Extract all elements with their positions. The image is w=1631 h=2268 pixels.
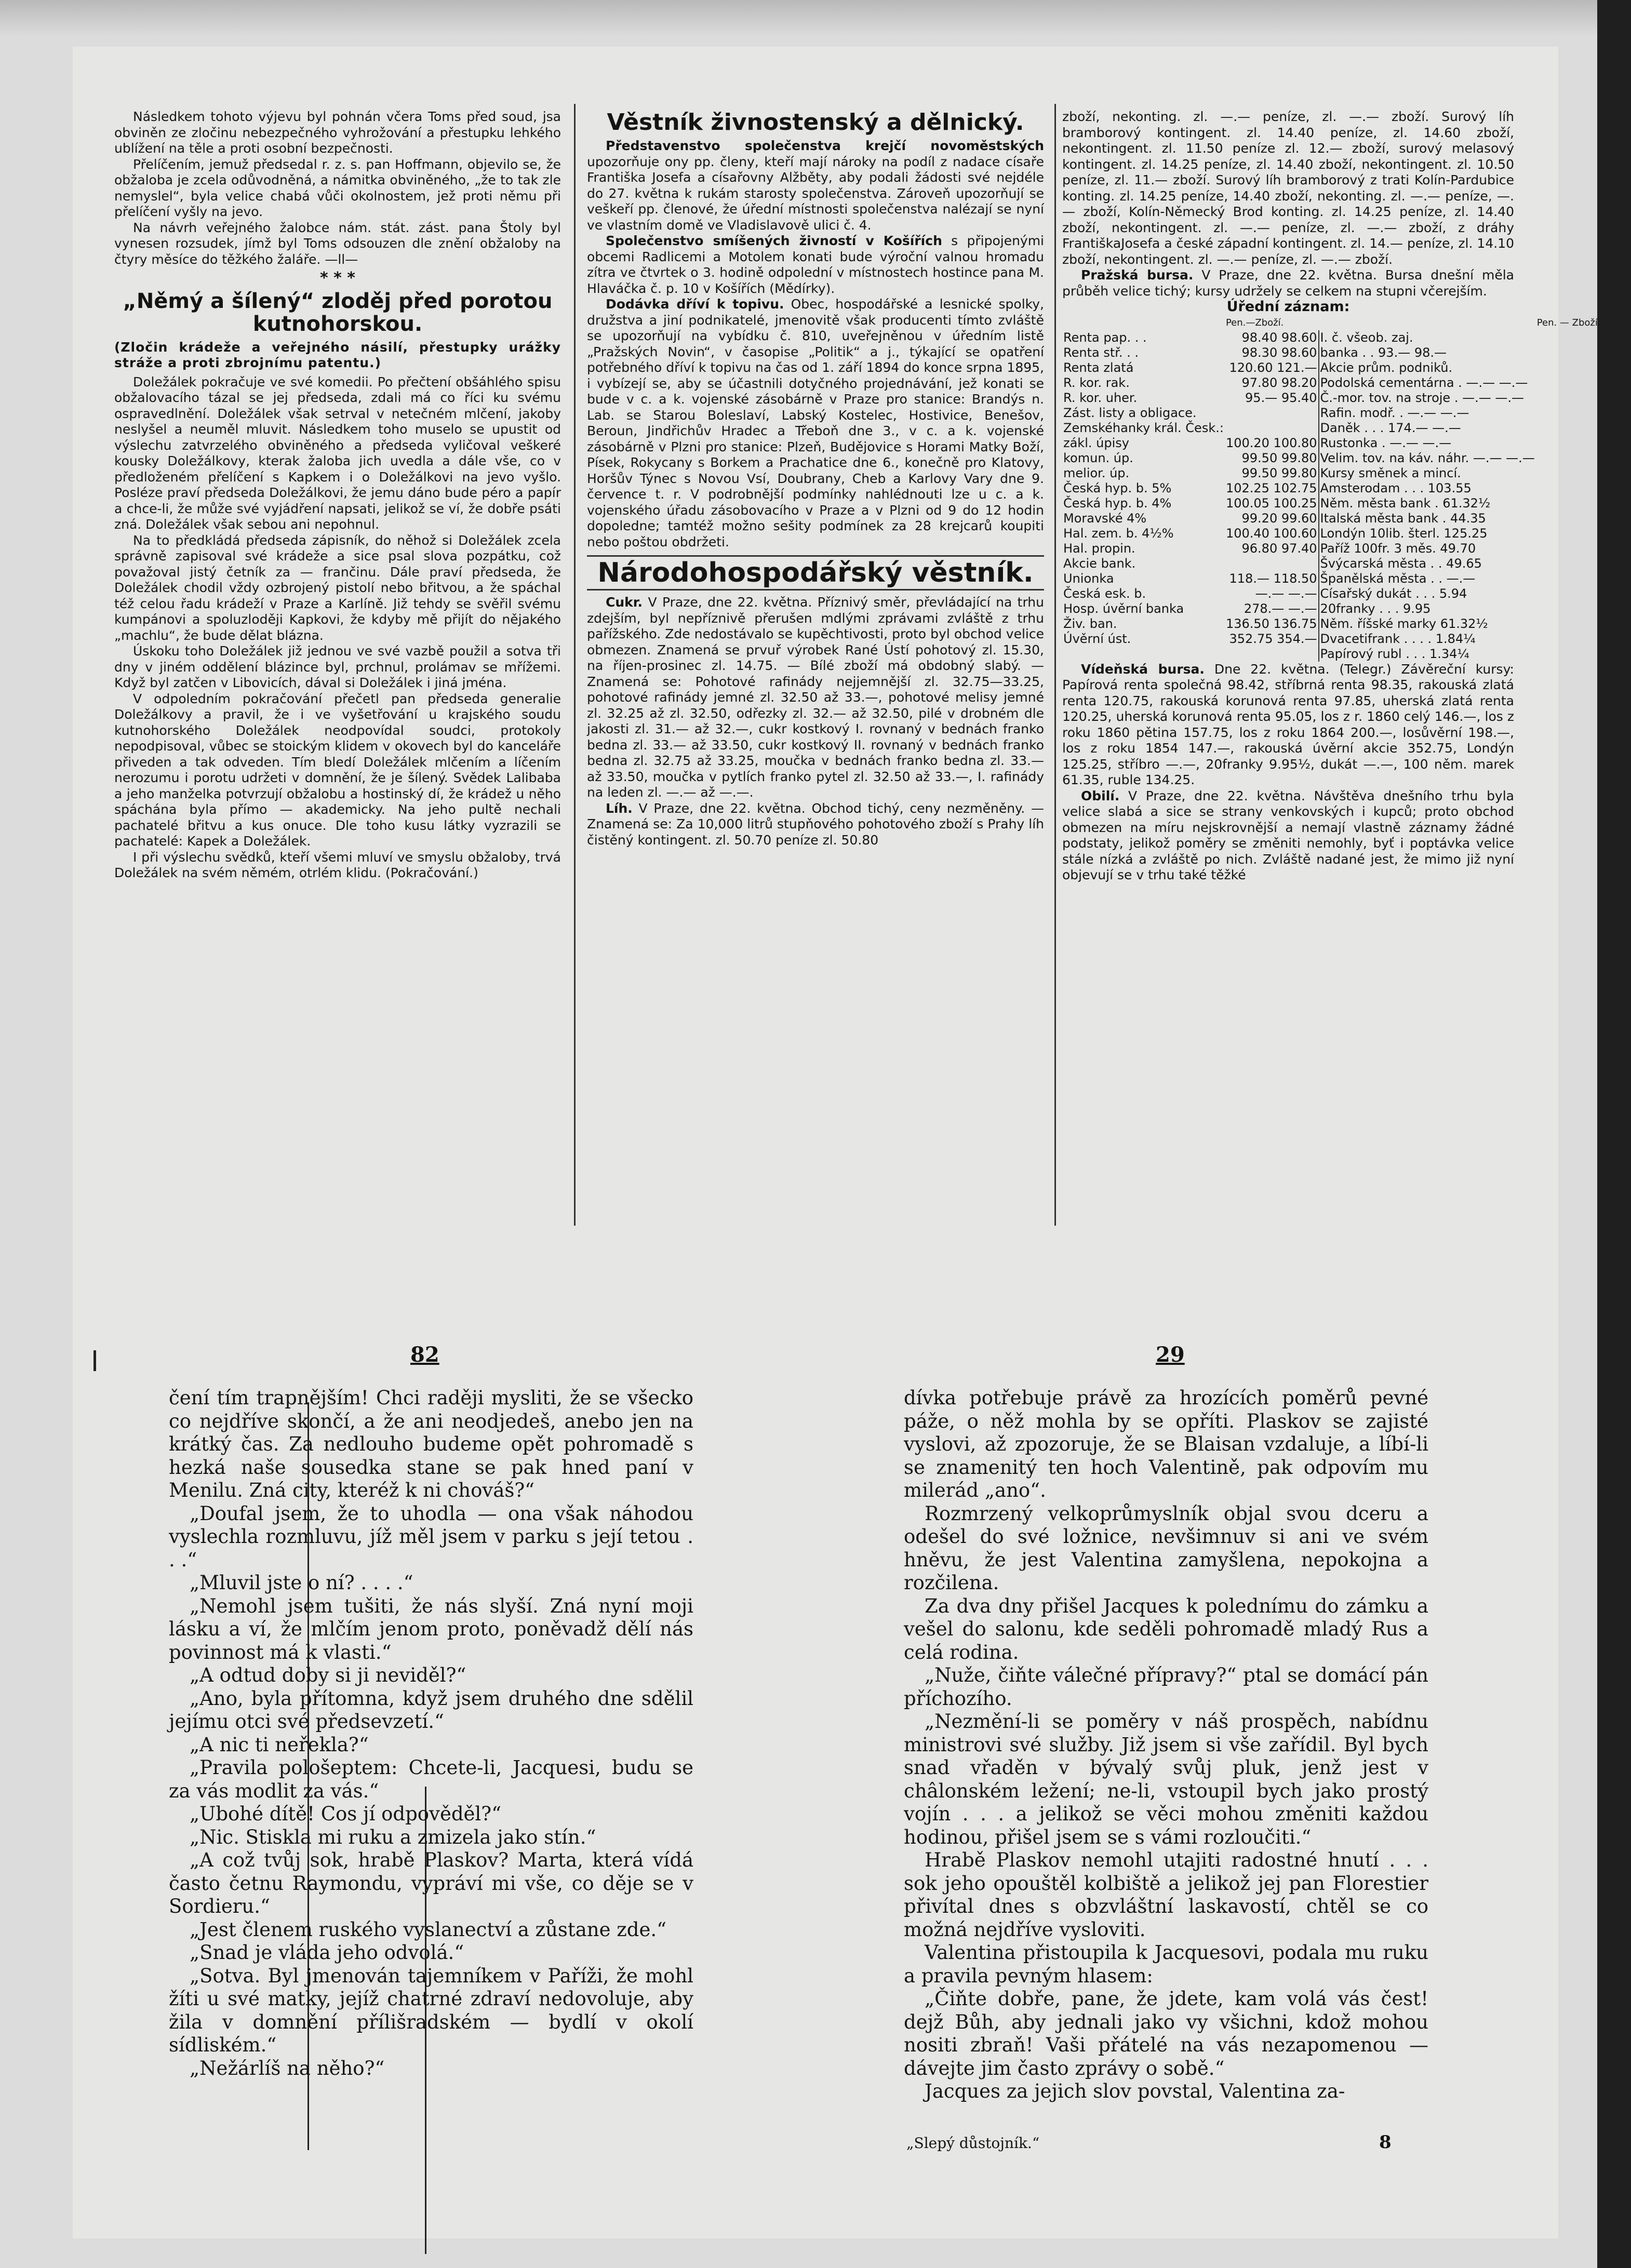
spirit-continued: zboží, nekonting. zl. —.— peníze, zl. —.— zboží. Surový líh bramborový kontingent. zl. 14.40 peníze, zl. 14.60 zboží, nekontingent. zl. 11.50 peníze zl. 12.— zboží, surový melasový kontingent. zl. 14.25 peníze, zl. 14.40 zboží, nekontingent. zl. 10.50 peníze, zl. 11.— zboží. Surový líh bramborový z trati Kolín-Pardubice konting. zl. 14.25 peníze, 14.40 zboží, nekonting. zl. —.— peníze, —.— zboží, Kolín-Německý Brod konting. zl. 14.25 peníze, zl. 14.40 zboží, nekontingent. zl. —.— peníze, zl. —.— zboží, z dráhy FrantiškaJosefa a české západní kontingent. zl. 14.— peníze, zl. 14.10 zboží, nekontingent. zl. —.— peníze, zl. —.— zboží. bbox=[1062, 109, 1514, 267]
article-paragraph: I při výslechu svědků, kteří všemi mluví ve smyslu obžaloby, trvá Doležálek na svém němém, otrlém klidu. (Pokračování.) bbox=[114, 849, 561, 880]
table-cell: 278.— —.— bbox=[1225, 601, 1319, 616]
table-cell: Zemskéhanky král. Česk.: bbox=[1063, 420, 1224, 435]
table-cell: Amsterodam . . . 103.55 bbox=[1320, 480, 1472, 495]
table-cell: 100.05 100.25 bbox=[1225, 496, 1319, 511]
novel-paragraph: Valentina přistoupila k Jacquesovi, podala mu ruku a pravila pevným hlasem: bbox=[904, 1941, 1428, 1987]
novel-paragraph: „A nic ti neřekla?“ bbox=[190, 1733, 369, 1756]
vienna-bourse bbox=[1062, 662, 1514, 788]
table-cell: Rafin. modř. . —.— —.— bbox=[1320, 405, 1469, 420]
column-markets bbox=[1062, 109, 1601, 883]
table-header-cell: Pen. — Zboží. bbox=[1536, 317, 1601, 328]
trade-item-text: upozorňuje ony pp. členy, kteří mají nároky na podíl z nadace císaře Františka Josefa a císařovny Alžběty, aby podali žádosti své nejdéle do 27. května k rukám starosty společenstva. Zároveň upozorňují se veškeří pp. členové, že úřední místnosti společenstva nalézají se nyní ve vlastním domě ve Vladislavově ulici č. 4. bbox=[587, 154, 1044, 233]
trade-item bbox=[587, 138, 1044, 233]
scan-top-edge bbox=[0, 0, 1631, 36]
table-cell bbox=[1225, 556, 1319, 571]
table-cell bbox=[1536, 526, 1602, 541]
table-cell bbox=[1536, 330, 1602, 345]
table-cell: Něm. říšské marky 61.32½ bbox=[1320, 616, 1488, 631]
novel-paragraph: „Ubohé dítě! Cos jí odpověděl?“ bbox=[190, 1803, 502, 1825]
table-row bbox=[1062, 406, 1602, 421]
table-header-cell: Pen.—Zboží. bbox=[1225, 317, 1284, 328]
trade-item bbox=[587, 297, 1044, 550]
column-court-report bbox=[114, 109, 561, 881]
novel-page-left bbox=[169, 1387, 693, 2080]
table-row bbox=[1062, 345, 1602, 360]
table-cell: Č.-mor. tov. na stroje . —.— —.— bbox=[1320, 390, 1524, 405]
trade-item-text: s připojenými obcemi Radlicemi a Motolem konati bude výroční valnou hromadu zítra ve čtvrtek o 3. hodině odpolední v místnostech hostince pana M. Hlaváčka č. p. 10 v Košířích (Mědírky). bbox=[587, 233, 1045, 296]
table-cell: Londýn 10lib. šterl. 125.25 bbox=[1320, 526, 1488, 541]
table-cell: Renta zlatá bbox=[1063, 360, 1134, 375]
table-cell bbox=[1536, 360, 1602, 375]
table-row bbox=[1062, 632, 1602, 647]
table-cell: —.— —.— bbox=[1225, 586, 1319, 601]
court-paragraph: Následkem tohoto výjevu byl pohnán včera Toms před soud, jsa obviněn ze zločinu nebezpečného vyhrožování a přestupku lehkého ublížení na těle a proti osobní bezpečnosti. bbox=[114, 109, 561, 156]
table-cell: 120.60 121.— bbox=[1225, 360, 1319, 375]
novel-paragraph: „Mluvil jste o ní? . . . .“ bbox=[190, 1572, 413, 1594]
table-cell: komun. úp. bbox=[1063, 450, 1133, 465]
novel-paragraph: „Nezmění-li se poměry v náš prospěch, nabídnu ministrovi své služby. Již jsem si vše zařídil. Byl bych snad vřaděn v bývalý svůj pluk, jenž jest v châlonském ležení; ne-li, vstoupil bych jako prostý vojín . . . a jelikož se věci mohou změniti každou hodinou, přišel jsem se s vámi rozloučiti.“ bbox=[904, 1710, 1428, 1848]
table-cell bbox=[1225, 406, 1319, 421]
court-intro bbox=[114, 109, 561, 267]
trade-item-lead: Představenstvo společenstva krejčí novoměstských bbox=[606, 138, 1044, 153]
bourse-text: V Praze, dne 22. května. Bursa dnešní měla průběh velice tichý; kursy udržely se celkem na stupni včerejším. bbox=[1062, 267, 1514, 299]
table-cell: 100.20 100.80 bbox=[1225, 436, 1319, 451]
table-cell: 136.50 136.75 bbox=[1225, 616, 1319, 632]
page-number-left: 82 bbox=[410, 1343, 439, 1367]
table-cell: Renta stř. . . bbox=[1063, 345, 1139, 360]
spirit-text: V Praze, dne 22. května. Obchod tichý, ceny nezměněny. — Znamená se: Za 10,000 litrů stupňového pohotového zboží s Prahy líh čistěný kontingent. zl. 50.70 peníze zl. 50.80 bbox=[587, 800, 1044, 848]
table-cell bbox=[1536, 541, 1602, 556]
table-cell bbox=[1536, 481, 1602, 496]
article-paragraph: Úskoku toho Doležálek již jednou ve své vazbě použil a sotva tři dny v jiném oddělení blázince byl, prchnul, prolámav se mřížemi. Když byl zatčen v Libovicích, dával si Doležálek i jiná jména. bbox=[114, 643, 561, 690]
table-cell: 118.— 118.50 bbox=[1225, 571, 1319, 586]
table-cell: Daněk . . . 174.— —.— bbox=[1320, 420, 1461, 435]
column-trade-news bbox=[587, 109, 1044, 848]
article-headline: „Němý a šílený“ zloděj před porotou kutnohorskou. bbox=[123, 289, 553, 336]
table-cell: 95.— 95.40 bbox=[1225, 391, 1319, 406]
novel-paragraph: Hrabě Plaskov nemohl utajiti radostné hnutí . . . sok jeho opouštěl kolbiště a jelikož jej pan Florestier přivítal dnes s obzvláštní laskavostí, chtěl se co možná nejdříve vysloviti. bbox=[904, 1849, 1428, 1941]
table-cell: Švýcarská města . . 49.65 bbox=[1320, 556, 1482, 571]
table-cell: Velim. tov. na káv. náhr. —.— —.— bbox=[1320, 450, 1535, 465]
table-row bbox=[1062, 391, 1602, 406]
table-cell: Moravské 4% bbox=[1063, 511, 1147, 526]
table-cell bbox=[1536, 556, 1602, 571]
feuilleton-title: „Slepý důstojník.“ bbox=[906, 2135, 1040, 2152]
table-cell bbox=[1536, 436, 1602, 451]
table-cell: Hal. zem. b. 4½% bbox=[1063, 526, 1174, 541]
table-cell bbox=[1536, 616, 1602, 632]
table-cell bbox=[1536, 496, 1602, 511]
table-cell bbox=[1536, 601, 1602, 616]
page-number-right: 29 bbox=[1156, 1343, 1185, 1367]
table-header-row bbox=[1062, 315, 1602, 330]
table-cell: 99.20 99.60 bbox=[1225, 511, 1319, 526]
table-cell: zákl. úpisy bbox=[1063, 435, 1129, 450]
table-cell: Živ. ban. bbox=[1063, 616, 1117, 631]
article-subtitle: (Zločin krádeže a veřejného násilí, přestupky urážky stráže a proti zbrojnímu patentu.) bbox=[114, 339, 561, 370]
table-cell bbox=[1536, 406, 1602, 421]
grain-report bbox=[1062, 788, 1514, 883]
table-cell: 99.50 99.80 bbox=[1225, 451, 1319, 466]
table-cell: 98.30 98.60 bbox=[1225, 345, 1319, 360]
trade-item-lead: Společenstvo smíšených živností v Košířích bbox=[606, 233, 942, 248]
spirit-report bbox=[587, 801, 1044, 849]
vienna-lead: Vídeňská bursa. bbox=[1081, 661, 1205, 677]
grain-lead: Obilí. bbox=[1081, 788, 1120, 803]
table-cell: 20franky . . . 9.95 bbox=[1320, 601, 1431, 616]
table-row bbox=[1062, 556, 1602, 571]
table-row bbox=[1062, 526, 1602, 541]
table-cell: Hosp. úvěrní banka bbox=[1063, 601, 1184, 616]
table-cell: Španělská města . . —.— bbox=[1320, 571, 1476, 586]
novel-page-right bbox=[904, 1387, 1428, 2103]
table-row bbox=[1062, 375, 1602, 391]
table-cell bbox=[1536, 466, 1602, 481]
court-paragraph: Přelíčením, jemuž předsedal r. z. s. pan Hoffmann, objevilo se, že obžaloba je zcela odůvodněná, a námitka obviněného, „že to tak zle nemyslel“, byla velice chabá vůči okolnostem, jež proti němu při přelíčení vyšly na jevo. bbox=[114, 156, 561, 219]
novel-paragraph: „Jest členem ruského vyslanectví a zůstane zde.“ bbox=[190, 1918, 667, 1941]
table-cell: Česká hyp. b. 4% bbox=[1063, 495, 1172, 511]
table-cell: 98.40 98.60 bbox=[1225, 330, 1319, 345]
table-cell: R. kor. uher. bbox=[1063, 390, 1138, 405]
novel-paragraph: „A což tvůj sok, hrabě Plaskov? Marta, která vídá často četnu Raymondu, vypráví mi vše, co děje se v Sordieru.“ bbox=[169, 1849, 693, 1917]
table-row bbox=[1062, 496, 1602, 511]
table-row bbox=[1062, 466, 1602, 481]
rates-table bbox=[1062, 315, 1602, 662]
novel-paragraph: „Nemohl jsem tušiti, že nás slyší. Zná nyní moji lásku a ví, že mlčím jenom proto, poněvadž dělí nás povinnost má k vlasti.“ bbox=[169, 1594, 693, 1663]
novel-paragraph: Rozmrzený velkoprůmyslník objal svou dceru a odešel do své ložnice, nevšimnuv si ani ve svém hněvu, že jest Valentina zamyšlena, nepokojna a rozčilena. bbox=[904, 1502, 1428, 1594]
trade-items bbox=[587, 138, 1044, 550]
article-body bbox=[114, 374, 561, 881]
table-cell bbox=[1536, 451, 1602, 466]
trade-item-text: Obec, hospodářské a lesnické spolky, družstva a jiní podnikatelé, jmenovitě však producenti tímto zvláště se upozorňují na vybídku č. 810, uveřejněnou v úředním listě „Pražských Novin“, v časopise „Politik“ a j., týkající se opatření potřebného dříví k topivu na čas od 1. září 1894 do konce srpna 1895, i vybízejí se, aby se účastnili dotyčného projednávání, jež konati se bude v c. a k. vojenské zásobárně v Praze pro stanice: Brandýs n. Lab. se Starou Boleslaví, Labský Kostelec, Hostivice, Benešov, Beroun, Jindřichův Hradec a Třeboň dne 3., v c. a k. vojenské zásobárně v Plzni pro stanice: Plzeň, Budějovice s Horami Matky Boží, Písek, Rokycany s Borkem a Prachatice dne 6., konečně pro Klatovy, Horšův Týnec s Novou Vsí, Doubrany, Cheb a Karlovy Vary dne 9. července t. r. V podrobnější podmínky nahlédnouti lze u c. a k. vojenského úřadu zásobovacího v Praze a v Plzni od 9 do 12 hodin dopoledne; tamtéž možno sešity podmínek za 28 krejcarů koupiti nebo poštou obdržeti. bbox=[587, 297, 1044, 549]
novel-paragraph: Jacques za jejich slov povstal, Valentina za- bbox=[925, 2080, 1345, 2102]
table-cell bbox=[1536, 421, 1602, 436]
prague-bourse bbox=[1062, 267, 1514, 299]
table-cell bbox=[1536, 632, 1602, 647]
table-cell bbox=[1536, 571, 1602, 586]
table-cell bbox=[1536, 375, 1602, 391]
trade-headline: Věstník živnostenský a dělnický. bbox=[607, 109, 1024, 136]
court-paragraph: Na návrh veřejného žalobce nám. stát. zást. pana Štoly byl vynesen rozsudek, jímž byl Toms odsouzen dle znění obžaloby na čtyry měsíce do těžkého žaláře. —ll— bbox=[114, 220, 561, 267]
table-cell: banka . . 93.— 98.— bbox=[1320, 345, 1447, 360]
table-row bbox=[1062, 421, 1602, 436]
novel-paragraph: „Snad je vláda jeho odvolá.“ bbox=[190, 1941, 464, 1964]
table-cell bbox=[1225, 421, 1319, 436]
table-cell: Akcie bank. bbox=[1063, 556, 1136, 571]
table-row bbox=[1062, 647, 1602, 662]
table-cell bbox=[1536, 345, 1602, 360]
table-row bbox=[1062, 451, 1602, 466]
spirit-lead: Líh. bbox=[606, 800, 633, 816]
table-cell: Kursy směnek a mincí. bbox=[1320, 465, 1461, 480]
table-header-spacer bbox=[1319, 315, 1536, 330]
table-cell: Paříž 100fr. 3 měs. 49.70 bbox=[1320, 541, 1476, 556]
table-cell: 100.40 100.60 bbox=[1225, 526, 1319, 541]
table-cell: Dvacetifrank . . . . 1.84¼ bbox=[1320, 631, 1476, 646]
novel-paragraph: „Nuže, čiňte válečné přípravy?“ ptal se domácí pán příchozího. bbox=[904, 1664, 1428, 1710]
novel-paragraph: „Čiňte dobře, pane, že jdete, kam volá vás čest! dejž Bůh, aby jednali jako vy všichni, kdož mohou nositi zbraň! Vaši přátelé na vás nezapomenou — dávejte jim často zprávy o sobě.“ bbox=[904, 1988, 1428, 2079]
economy-headline: Národohospodářský věstník. bbox=[587, 555, 1044, 591]
article-paragraph: V odpoledním pokračování přečetl pan předseda generalie Doležálkovy a pravil, že i ve vyšetřování u krajského soudu kutnohorského Doležálek neodpovídal soudci, protokoly nepodpisoval, vůbec se stoickým klidem v okovech byl do kanceláře přiveden a tak odveden. Tím bledí Doležálek mlčením a líčením nerozumu i porotu udržeti v domnění, že je šílený. Svědek Lalibaba a jeho manželka potvrzují obžalobu a hostinský dí, že krádež u něho spáchána byla přímo — akademicky. Na jeho pultě nechali pachatelé břitvu a kus onuce. Dle toho kusu látky vyzrazili se pachatelé: Kapek a Doležálek. bbox=[114, 691, 561, 849]
table-cell: Podolská cementárna . —.— —.— bbox=[1320, 375, 1528, 390]
grain-text: V Praze, dne 22. května. Návštěva dnešního trhu byla velice slabá a sice se strany venkovských i kupců; proto obchod obmezen na míru nejskrovnější a nemají vlastně záznamy žádné podstaty, jelikož poměry se změniti nemohly, byť i poptávka velice stále nízká a zvláště po nich. Zvláště nadané jest, že mimo již nyní objevují se v trhu také těžké bbox=[1062, 788, 1514, 882]
vienna-text: Dne 22. května. (Telegr.) Závěreční kursy: Papírová renta společná 98.42, stříbrná renta 98.35, rakouská zlatá renta 120.75, rakouská korunová renta 97.85, uherská zlatá renta 120.25, uherská korunová renta 95.05, los z r. 1860 celý 146.—, los z roku 1860 pětina 157.75, los z roku 1864 200.—, losůvěrní 198.—, los z roku 1854 147.—, rakouská úvěrní akcie 352.75, Londýn 125.25, stříbro —.—, 20franky 9.95½, dukát —.—, 100 něm. marek 61.35, ruble 134.25. bbox=[1062, 661, 1514, 787]
table-cell: I. č. všeob. zaj. bbox=[1320, 330, 1413, 345]
column-rule bbox=[574, 104, 576, 1226]
novel-paragraph: „Doufal jsem, že to uhodla — ona však náhodou vyslechla rozmluvu, jíž měl jsem v parku s její tetou . . .“ bbox=[169, 1502, 693, 1571]
article-paragraph: Doležálek pokračuje ve své komedii. Po přečtení obšáhlého spisu obžalovacího tázal se jej předseda, zdali má co říci ku svému ospravedlnění. Doležálek však setrval v netečném mlčení, jakoby neslyšel a neuměl mluvit. Následkem toho muselo se upustit od výslechu zatvrzelého obviněného a předseda vyličoval veškeré kousky Doležálkovy, kterak žaloba jich uvedla a dále vše, co v předloženém přelíčení s Kapkem i o Doležálkovi na jevo vyšlo. Posléze praví předseda Doležálkovi, že jemu dáno bude péro a papír a chce-li, že může své vyjádření napsati, jelikož se ví, že dobře psáti zná. Doležálek však sebou ani nepohnul. bbox=[114, 374, 561, 532]
table-cell: Česká hyp. b. 5% bbox=[1063, 480, 1172, 495]
sugar-report bbox=[587, 595, 1044, 801]
table-row bbox=[1062, 571, 1602, 586]
scan-mark bbox=[93, 1350, 96, 1371]
table-row bbox=[1062, 481, 1602, 496]
sheet-number: 8 bbox=[1379, 2132, 1392, 2153]
novel-paragraph: „A odtud doby si ji neviděl?“ bbox=[190, 1664, 466, 1686]
table-cell bbox=[1062, 647, 1225, 662]
table-cell: Císařský dukát . . . 5.94 bbox=[1320, 586, 1467, 601]
table-cell: Renta pap. . . bbox=[1063, 330, 1147, 345]
table-cell bbox=[1536, 391, 1602, 406]
section-stars: * * * bbox=[320, 269, 355, 287]
table-row bbox=[1062, 360, 1602, 375]
novel-paragraph: „Nic. Stiskla mi ruku a zmizela jako stín.“ bbox=[190, 1826, 596, 1848]
table-cell: Rustonka . —.— —.— bbox=[1320, 435, 1452, 450]
table-cell bbox=[1225, 647, 1319, 662]
table-cell: Unionka bbox=[1063, 571, 1114, 586]
table-row bbox=[1062, 586, 1602, 601]
table-row bbox=[1062, 541, 1602, 556]
table-cell: melior. úp. bbox=[1063, 465, 1130, 480]
column-rule bbox=[1054, 104, 1056, 1226]
novel-paragraph: „Nežárlíš na něho?“ bbox=[190, 2057, 385, 2079]
table-row bbox=[1062, 330, 1602, 345]
table-cell: 99.50 99.80 bbox=[1225, 466, 1319, 481]
novel-paragraph: Za dva dny přišel Jacques k polednímu do zámku a vešel do salonu, kde seděli pohromadě mladý Rus a celá rodina. bbox=[904, 1594, 1428, 1663]
table-cell bbox=[1536, 511, 1602, 526]
table-cell: Úvěrní úst. bbox=[1063, 631, 1131, 646]
sugar-text: V Praze, dne 22. května. Příznivý směr, převládající na trhu zdejším, byl nepříznivě přerušen mdlými zprávami zvláště z trhu pařížského. Zde nedostávalo se kupěchtivosti, proto byl obchod velice obmezen. Znamená se prvuř výrobek Rané Ústí pohotový zl. 15.30, na říjen-prosinec zl. 14.75. — Bílé zboží má obdobný slabý. — Znamená se: Pohotové rafinády nejjemnější zl. 32.75—33.25, pohotové rafinády jemné zl. 32.50 až 33.—, pohotové melisy jemné zl. 32.25 až zl. 32.50, odřezky zl. 32.— až 32.50, pilé v drobném dle jakosti zl. 31.— až 32.—, cukr kostkový I. rovnaný v bednách franko bedna zl. 33.— až 33.50, cukr kostkový II. rovnaný v bednách franko bedna zl. 32.75 až 33.25, moučka v bednách franko bedna zl. 33.— až 33.50, moučka v pytlích franko pytel zl. 32.50 až 33.—, I. rafinády na leden zl. —.— až —.—. bbox=[587, 595, 1044, 800]
table-cell: Hal. propin. bbox=[1063, 541, 1135, 556]
table-header-spacer bbox=[1062, 315, 1225, 330]
novel-paragraph: „Pravila pološeptem: Chcete-li, Jacquesi, budu se za vás modlit za vás.“ bbox=[169, 1756, 693, 1802]
table-row bbox=[1062, 436, 1602, 451]
table-cell: Akcie prům. podniků. bbox=[1320, 360, 1453, 375]
table-row bbox=[1062, 616, 1602, 632]
table-cell bbox=[1536, 586, 1602, 601]
table-cell: 102.25 102.75 bbox=[1225, 481, 1319, 496]
table-cell: Zást. listy a obligace. bbox=[1063, 405, 1197, 420]
table-cell: Něm. města bank . 61.32½ bbox=[1320, 495, 1491, 511]
table-cell: Česká esk. b. bbox=[1063, 586, 1146, 601]
scan-right-edge bbox=[1597, 0, 1631, 2268]
trade-item bbox=[587, 233, 1044, 297]
table-cell: Papírový rubl . . . 1.34¼ bbox=[1320, 646, 1469, 661]
bourse-lead: Pražská bursa. bbox=[1081, 267, 1194, 283]
novel-paragraph: čení tím trapnějším! Chci raději mysliti, že se všecko co nejdříve skončí, a že ani neodjedeš, anebo jen na krátký čas. Za nedlouho budeme opět pohromadě s hezká naše sousedka stane se pak hned paní v Menilu. Zná city, kteréž k ni chováš?“ bbox=[169, 1387, 693, 1501]
table-cell: 96.80 97.40 bbox=[1225, 541, 1319, 556]
novel-paragraph: dívka potřebuje právě za hrozících poměrů pevné páže, o něž mohla by se opříti. Plaskov se zajisté vyslovi, až zpozoruje, že se Blaisan vzdaluje, a líbí-li se znamenitý ten hoch Valentině, pak odpovím mu milerád „ano“. bbox=[904, 1387, 1428, 1501]
table-row bbox=[1062, 511, 1602, 526]
table-row bbox=[1062, 601, 1602, 616]
table-cell bbox=[1536, 647, 1602, 662]
table-title: Úřední záznam: bbox=[1226, 299, 1350, 315]
sugar-lead: Cukr. bbox=[606, 595, 643, 610]
table-cell: Italská města bank . 44.35 bbox=[1320, 511, 1486, 526]
table-cell: 352.75 354.— bbox=[1225, 632, 1319, 647]
table-cell: 97.80 98.20 bbox=[1225, 375, 1319, 391]
article-paragraph: Na to předkládá předseda zápisník, do něhož si Doležálek zcela správně zapisoval své krádeže a sice psal slova pozpátku, což považoval jistý četník za — frančinu. Dále praví předseda, že Doležálek chodil vždy ozbrojený pistolí nebo břitvou, a že spáchal též celou řadu krádeží v Praze a Karlíně. Již tehdy se svěřil svému kumpánovi a spoluzloději Kapkovi, že kdyby mě přijít do nějakého „machlu“, že bude dělat blázna. bbox=[114, 532, 561, 643]
novel-paragraph: „Sotva. Byl jmenován tajemníkem v Paříži, že mohl žíti u své matky, jejíž chatrné zdraví nedovoluje, aby žila v domnění přílišradském — bydlí v okolí sídliském.“ bbox=[169, 1964, 693, 2056]
novel-paragraph: „Ano, byla přítomna, když jsem druhého dne sdělil jejímu otci své předsevzetí.“ bbox=[169, 1687, 693, 1733]
table-cell: R. kor. rak. bbox=[1063, 375, 1130, 390]
trade-item-lead: Dodávka dříví k topivu. bbox=[606, 297, 784, 312]
